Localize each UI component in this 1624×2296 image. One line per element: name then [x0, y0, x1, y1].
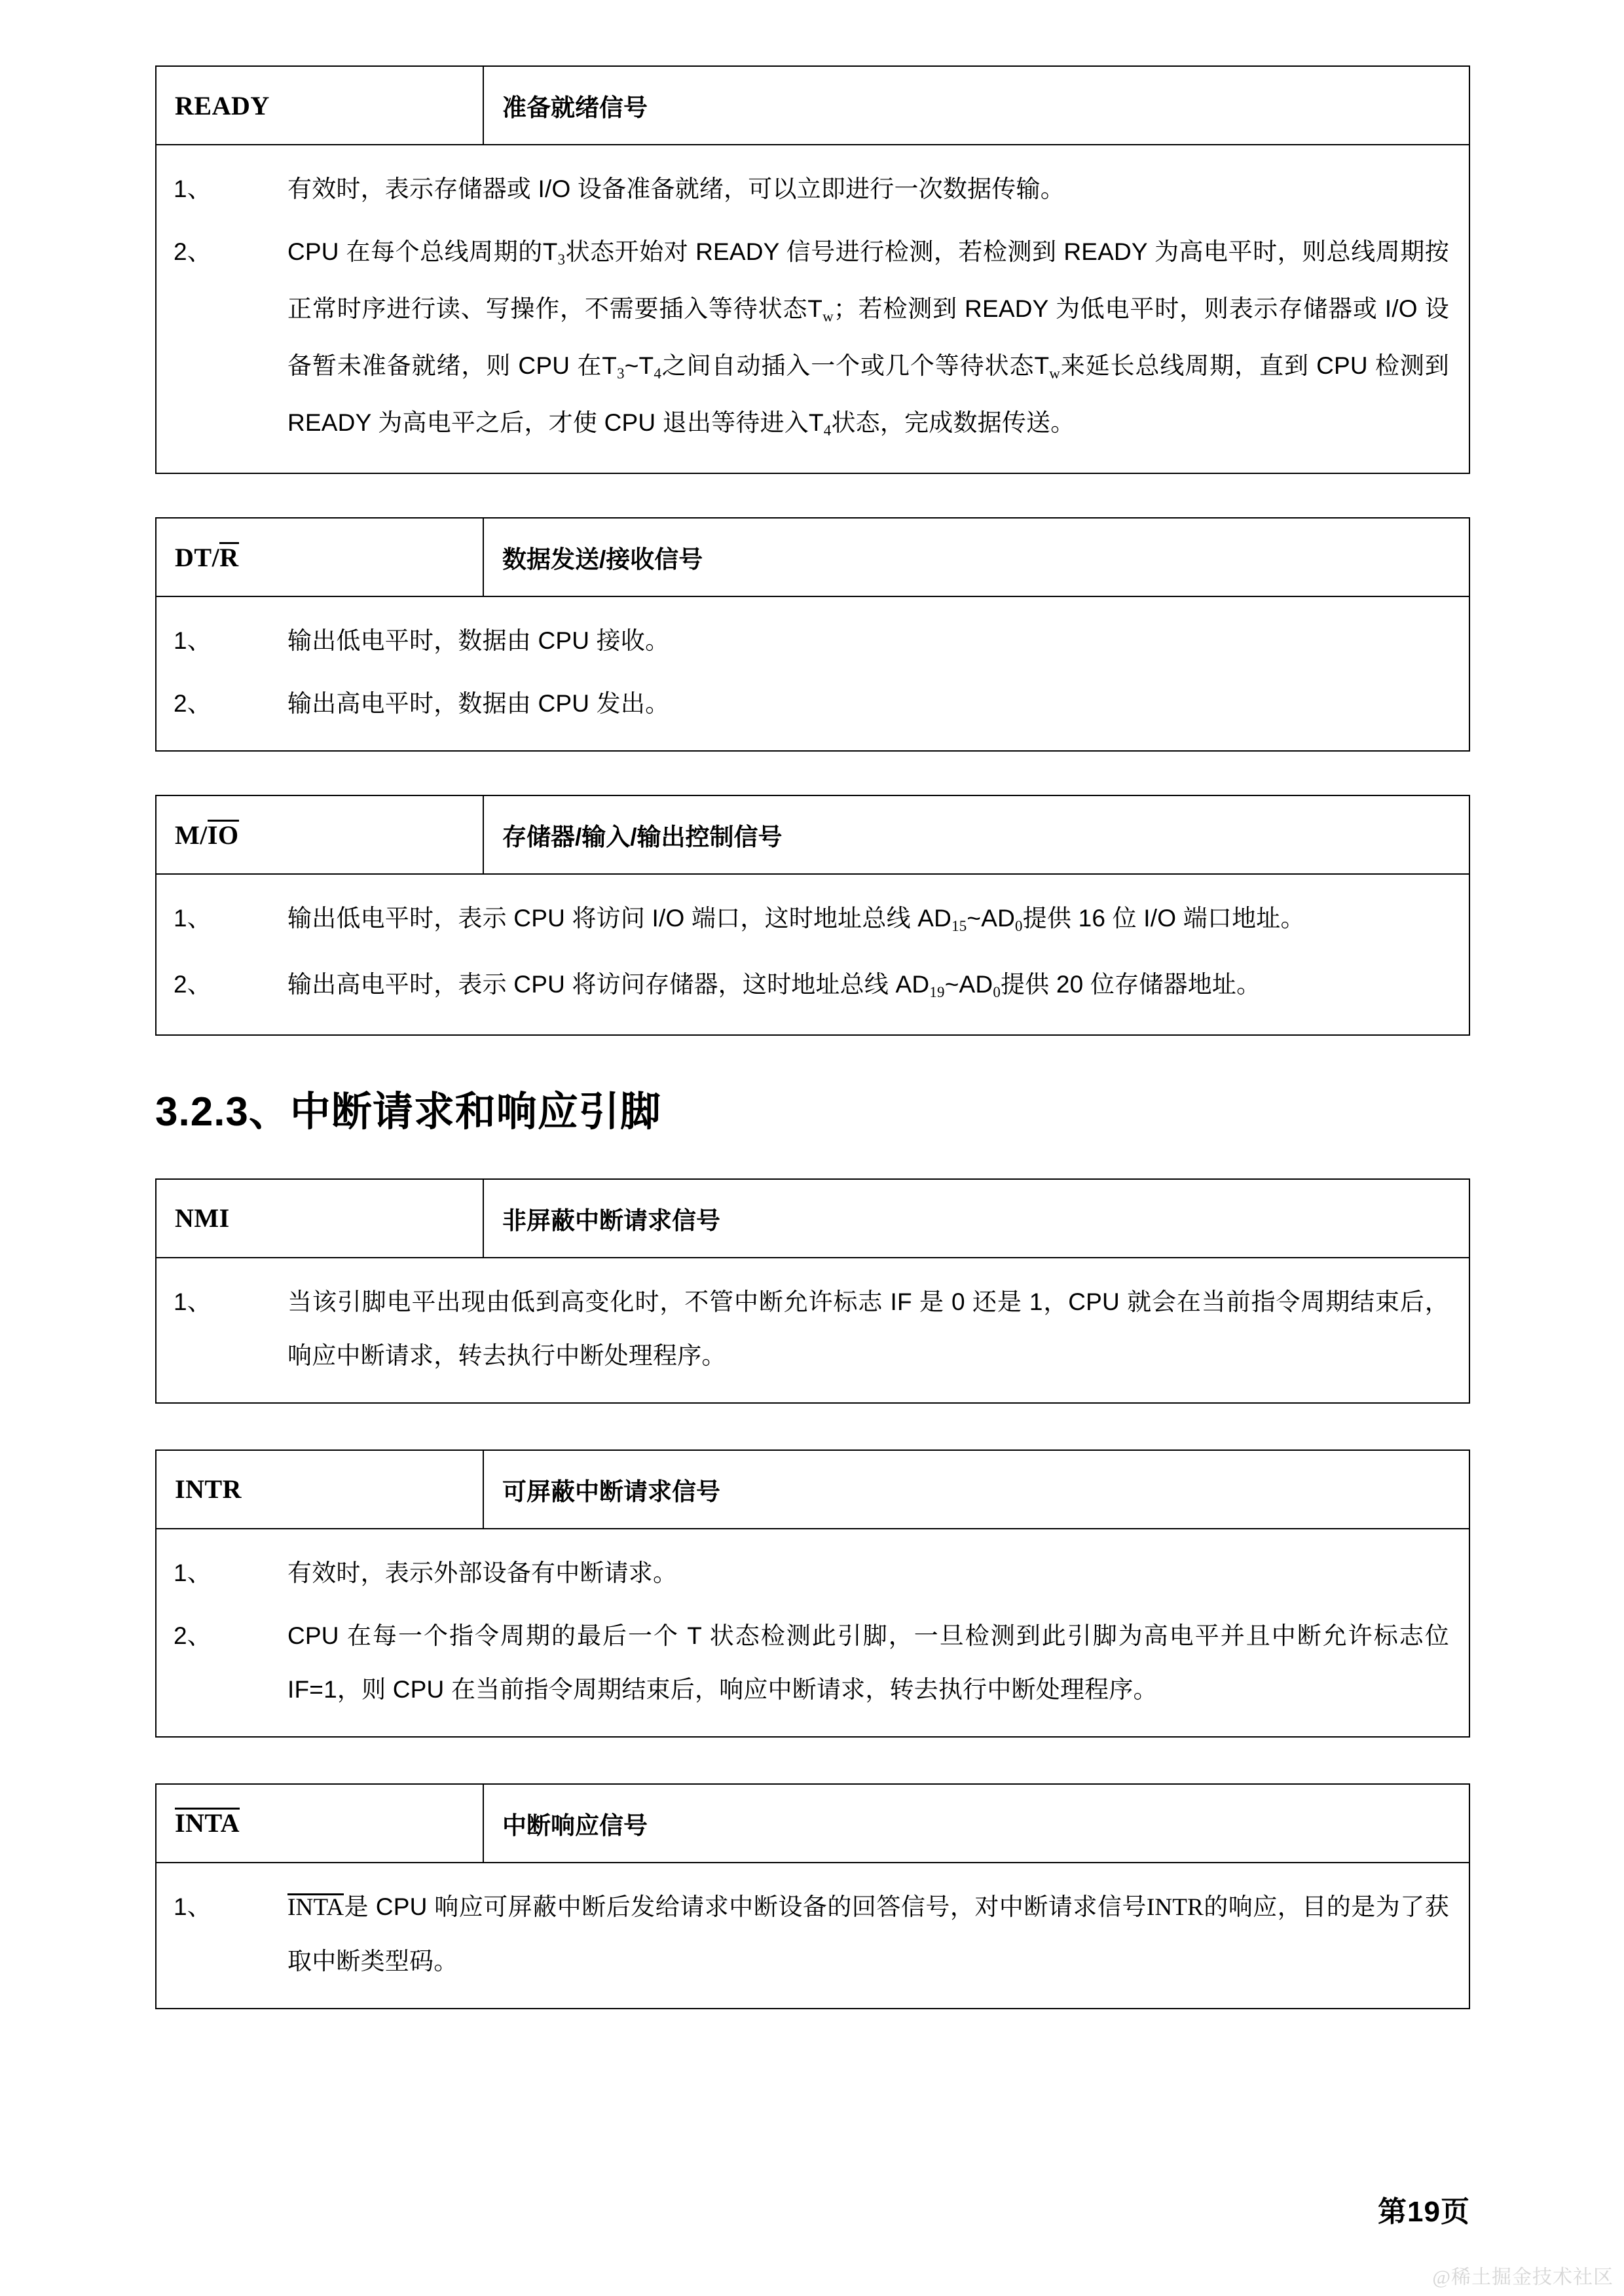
signal-table-inta [155, 1783, 1470, 2009]
table-header-row [156, 1179, 1469, 1258]
list-item-number: 1、 [174, 1288, 212, 1315]
signal-detail-cell [156, 1529, 1469, 1737]
signal-name [156, 795, 483, 874]
signal-table-dtr [155, 517, 1470, 752]
table-body-row [156, 874, 1469, 1035]
list-item-text: 输出高电平时，表示 CPU 将访问存储器，这时地址总线 $AD_{19}\sim AD_0$提供 20 位存储器地址。 [287, 971, 1261, 1000]
table-spacer [155, 474, 1470, 517]
list-item [174, 1546, 1449, 1600]
list-item-number: 2、 [174, 1622, 212, 1649]
list-item [174, 162, 1449, 216]
signal-detail-cell [156, 874, 1469, 1035]
list-item [174, 677, 1449, 731]
list-item-number: 1、 [174, 627, 212, 654]
list-item [174, 225, 1449, 453]
signal-table-intr [155, 1449, 1470, 1738]
signal-description: 数据发送/接收信号 [483, 518, 1469, 596]
list-item-number: 2、 [174, 238, 212, 265]
list-item-text: 输出低电平时，表示 CPU 将访问 I/O 端口，这时地址总线 $AD_{15}\sim AD_0$提供 16 位 I/O 端口地址。 [287, 905, 1305, 934]
list-item-number: 1、 [174, 1559, 212, 1586]
table-body-row [156, 596, 1469, 751]
list-item-text: 当该引脚电平出现由低到高变化时，不管中断允许标志 IF 是 0 还是 1，CPU 就会在当前指令周期结束后，响应中断请求，转去执行中断处理程序。 [287, 1288, 1449, 1369]
table-header-row [156, 518, 1469, 596]
list-item [174, 1609, 1449, 1717]
table-header-row [156, 795, 1469, 874]
watermark: @稀土掘金技术社区 [1432, 2267, 1614, 2288]
list-item-text: CPU 在每个总线周期的$T_3$状态开始对 READY 信号进行检测，若检测到 READY 为高电平时，则总线周期按正常时序进行读、写操作，不需要插入等待状态$T_w$；若检测到 READY 为低电平时，则表示存储器或 I/O 设备暂未准备就绪，则 CPU 在$T_3\sim T_4$之间自动插入一个或几个等待状态$T_w$来延长总线周期，直到 CPU 检测到 READY 为高电平之后，才使 CPU 退出等待进入$T_4$状态，完成数据传送。 [287, 238, 1450, 439]
signal-description: 可屏蔽中断请求信号 [483, 1450, 1469, 1529]
signal-detail-cell [156, 1258, 1469, 1403]
signal-name-prefix: DT/ [175, 542, 220, 572]
list-item [174, 614, 1449, 668]
signal-description: 存储器/输入/输出控制信号 [483, 795, 1469, 874]
table-spacer [155, 1404, 1470, 1449]
detail-item-list [174, 1880, 1449, 1988]
signal-name [156, 518, 483, 596]
table-spacer [155, 1738, 1470, 1783]
table-body-row [156, 1258, 1469, 1403]
table-body-row [156, 1863, 1469, 2009]
list-item-text: INTA是 CPU 响应可屏蔽中断后发给请求中断设备的回答信号，对中断请求信号INTR的响应，目的是为了获取中断类型码。 [287, 1893, 1450, 1975]
list-item-number: 2、 [174, 971, 212, 998]
list-item-number: 1、 [174, 1893, 212, 1920]
signal-detail-cell [156, 145, 1469, 473]
list-item-text: 输出高电平时，数据由 CPU 发出。 [287, 690, 670, 717]
list-item [174, 892, 1449, 949]
signal-name: NMI [156, 1179, 483, 1258]
table-header-row [156, 1450, 1469, 1529]
detail-item-list [174, 892, 1449, 1015]
detail-item-list [174, 614, 1449, 731]
signal-description: 准备就绪信号 [483, 66, 1469, 145]
overline-segment: IO [207, 820, 239, 850]
signal-name-prefix: M/ [175, 820, 208, 850]
signal-table-nmi [155, 1178, 1470, 1404]
detail-item-list [174, 162, 1449, 453]
signal-name: READY [156, 66, 483, 145]
table-body-row [156, 1529, 1469, 1737]
overline-segment: INTA [287, 1893, 344, 1921]
page-content [155, 65, 1470, 2009]
list-item [174, 1275, 1449, 1383]
signal-table-mio [155, 795, 1470, 1036]
list-item-text: 有效时，表示外部设备有中断请求。 [287, 1559, 678, 1586]
list-item-text: 有效时，表示存储器或 I/O 设备准备就绪，可以立即进行一次数据传输。 [287, 175, 1065, 202]
table-body-row [156, 145, 1469, 473]
signal-table-ready [155, 65, 1470, 474]
list-item-number: 2、 [174, 690, 212, 717]
overline-segment: INTA [175, 1808, 240, 1838]
table-header-row [156, 66, 1469, 145]
list-item [174, 958, 1449, 1015]
signal-description: 非屏蔽中断请求信号 [483, 1179, 1469, 1258]
detail-item-list [174, 1275, 1449, 1383]
signal-description: 中断响应信号 [483, 1784, 1469, 1863]
list-item-text: CPU 在每一个指令周期的最后一个 T 状态检测此引脚，一旦检测到此引脚为高电平并且中断允许标志位 IF=1，则 CPU 在当前指令周期结束后，响应中断请求，转去执行中断处理程序。 [287, 1622, 1449, 1703]
signal-name [156, 1784, 483, 1863]
list-item [174, 1880, 1449, 1988]
signal-name: INTR [156, 1450, 483, 1529]
page-title: 3.2.3、中断请求和响应引脚 [155, 1089, 661, 1135]
list-item-text: 输出低电平时，数据由 CPU 接收。 [287, 627, 670, 654]
detail-item-list [174, 1546, 1449, 1717]
overline-segment: R [219, 542, 239, 572]
table-spacer [155, 752, 1470, 795]
list-item-number: 1、 [174, 905, 212, 932]
signal-detail-cell [156, 1863, 1469, 2009]
signal-detail-cell [156, 596, 1469, 751]
table-header-row [156, 1784, 1469, 1863]
list-item-number: 1、 [174, 175, 212, 202]
section-heading-block [155, 1036, 1470, 1178]
page-number: 第19页 [1378, 2196, 1470, 2228]
